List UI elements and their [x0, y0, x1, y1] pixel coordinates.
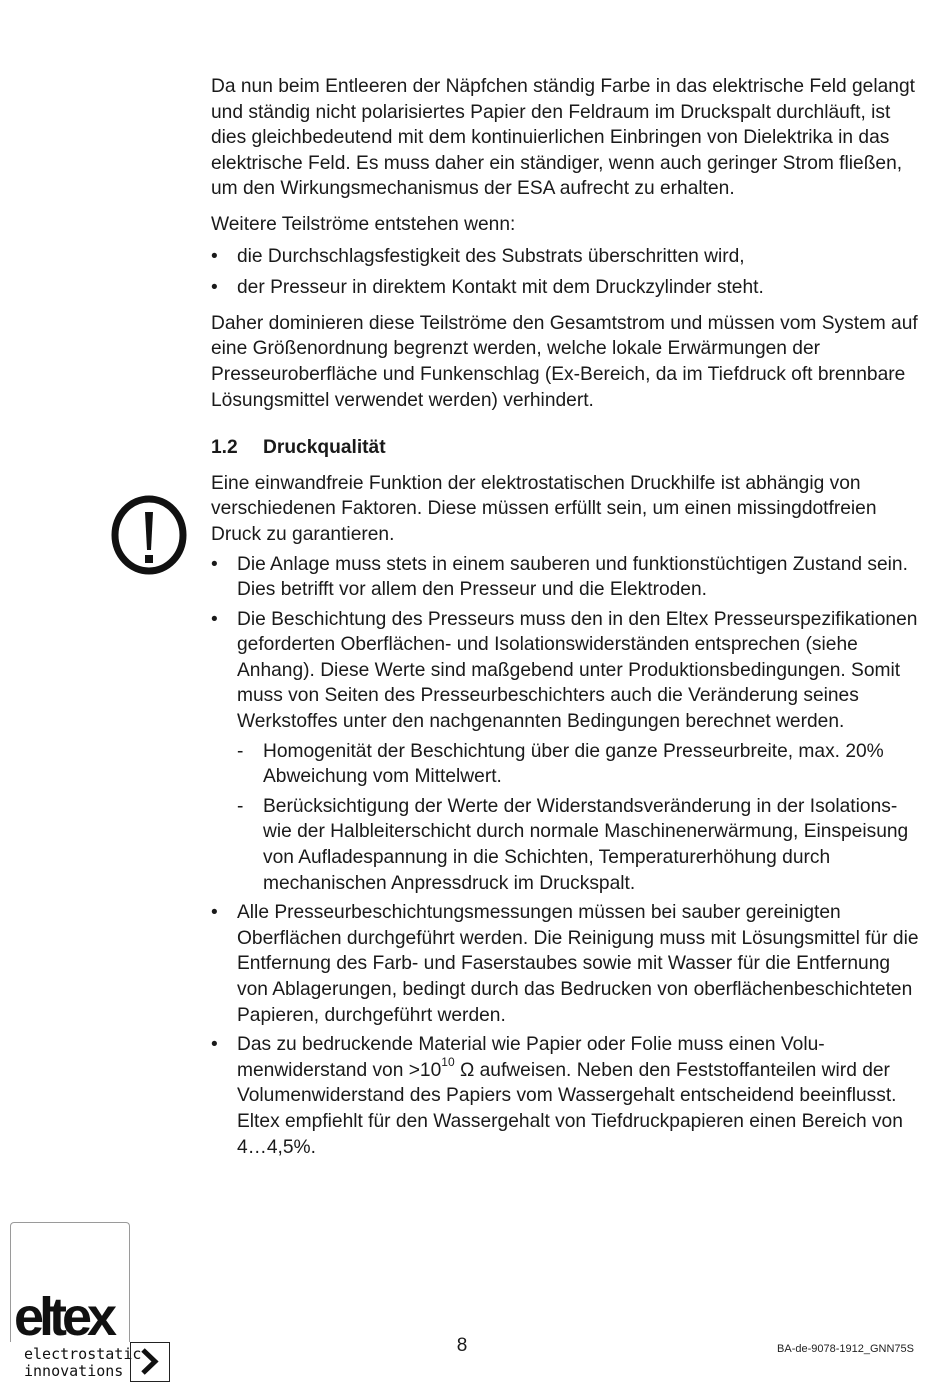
section-number: 1.2 [211, 437, 238, 459]
intro-bullet-list [211, 244, 921, 301]
sub-bullet-list [237, 739, 921, 897]
list-item: • Die Anlage muss stets in einem sauberen und funktionstüchtigen Zustand sein. Dies betrifft vor allem den Presseur und die Elektroden. [211, 552, 921, 603]
list-item-text: Die Beschichtung des Presseurs muss den in den Eltex Presseurspezifikationen geforderten Oberflächen- und Isolationswiderständen entsprechen (siehe Anhang). Diese Werte sind maßgebend unter Produktionsbedingungen. Somit muss von Seiten des Presseurbeschichters auch die Veränderung seines Werkstoffes unter den nachgenannten Bedingungen berechnet werden. [237, 608, 918, 733]
intro-paragraph: Da nun beim Entleeren der Näpfchen ständig Farbe in das elektrische Feld gelangt und ständig nicht polarisiertes Papier den Feldraum im Druckspalt durchläuft, ist dies gleichbedeutend mit dem kontinuierlichen Einbringen von Dielektrika in das elektrische Feld. Es muss daher ein ständiger, wenn auch geringer Strom fließen, um den Wirkungsmechanismus der ESA aufrecht zu erhalten. [211, 76, 915, 200]
list-item [211, 1032, 921, 1160]
list-item-text-after: Ω aufweisen. Neben den Feststoffanteilen wird der Volumenwiderstand des Papiers vom Wassergehalt entscheidend beeinflusst. Eltex empfiehlt für den Wassergehalt von Tiefdruckpapieren einen Bereich von 4…4,5%. [237, 1059, 903, 1158]
sub-list-item: - Homogenität der Beschichtung über die ganze Presseurbreite, max. 20% Abweichung vom Mittelwert. [237, 739, 921, 790]
list-item: • die Durchschlagsfestigkeit des Substrats überschritten wird, [211, 244, 921, 270]
chevron-right-icon [131, 1343, 168, 1380]
logo: eltex [14, 1287, 113, 1347]
list-item: • der Presseur in direktem Kontakt mit dem Druckzylinder steht. [211, 275, 921, 301]
section-intro: Eine einwandfreie Funktion der elektrostatischen Druckhilfe ist abhängig von verschiedenen Faktoren. Diese müssen erfüllt sein, um einen missingdotfreien Druck zu garantieren. [211, 472, 877, 545]
section-bullet-list [211, 552, 921, 1161]
intro-conclusion: Daher dominieren diese Teilströme den Gesamtstrom und müssen vom System auf eine Größenordnung begrenzt werden, welche lokale Erwärmungen der Presseuroberfläche und Funkenschlag (Ex-Bereich, da im Tiefdruck oft brennbare Lösungsmittel verwendet werden) verhindert. [211, 312, 918, 411]
section-title: Druckqualität [263, 437, 386, 459]
list-item: • Alle Presseurbeschichtungsmessungen müssen bei sauber gereinigten Oberflächen durchgeführt werden. Die Reinigung muss mit Lösungsmittel für die Entfernung des Farb- und Faserstaubes sowie mit Wasser für die Entfernung von Ablagerungen, bedingt durch das Bedrucken von oberflächenbeschichteten Papieren, durchgeführt werden. [211, 900, 921, 1028]
exclamation-circle-icon [110, 494, 188, 576]
page-number: 8 [456, 1335, 468, 1356]
intro-lead: Weitere Teilströme entstehen wenn: [211, 213, 516, 235]
document-id: BA-de-9078-1912_GNN75S [777, 1343, 914, 1355]
document-body [211, 74, 921, 1160]
next-arrow-box [130, 1342, 170, 1382]
exponent: 10 [441, 1055, 455, 1070]
sub-list-item: - Berücksichtigung der Werte der Widerstandsveränderung in der Isolations- wie der Halbleiterschicht durch normale Maschinenerwärmung, Einspeisung von Aufladespannung in die Schichten, Temperaturerhöhung durch mechanischen Anpressdruck im Druckspalt. [237, 794, 921, 896]
tagline-line: electrostatic [24, 1345, 142, 1363]
list-item-text-before: Das zu bedruckende Material wie Papier oder Folie muss einen Volumenwiderstand von >10 [237, 1034, 825, 1081]
tagline-line: innovations [24, 1362, 124, 1380]
section-heading [211, 435, 921, 461]
logo-tagline [24, 1346, 141, 1380]
list-item [211, 607, 921, 897]
